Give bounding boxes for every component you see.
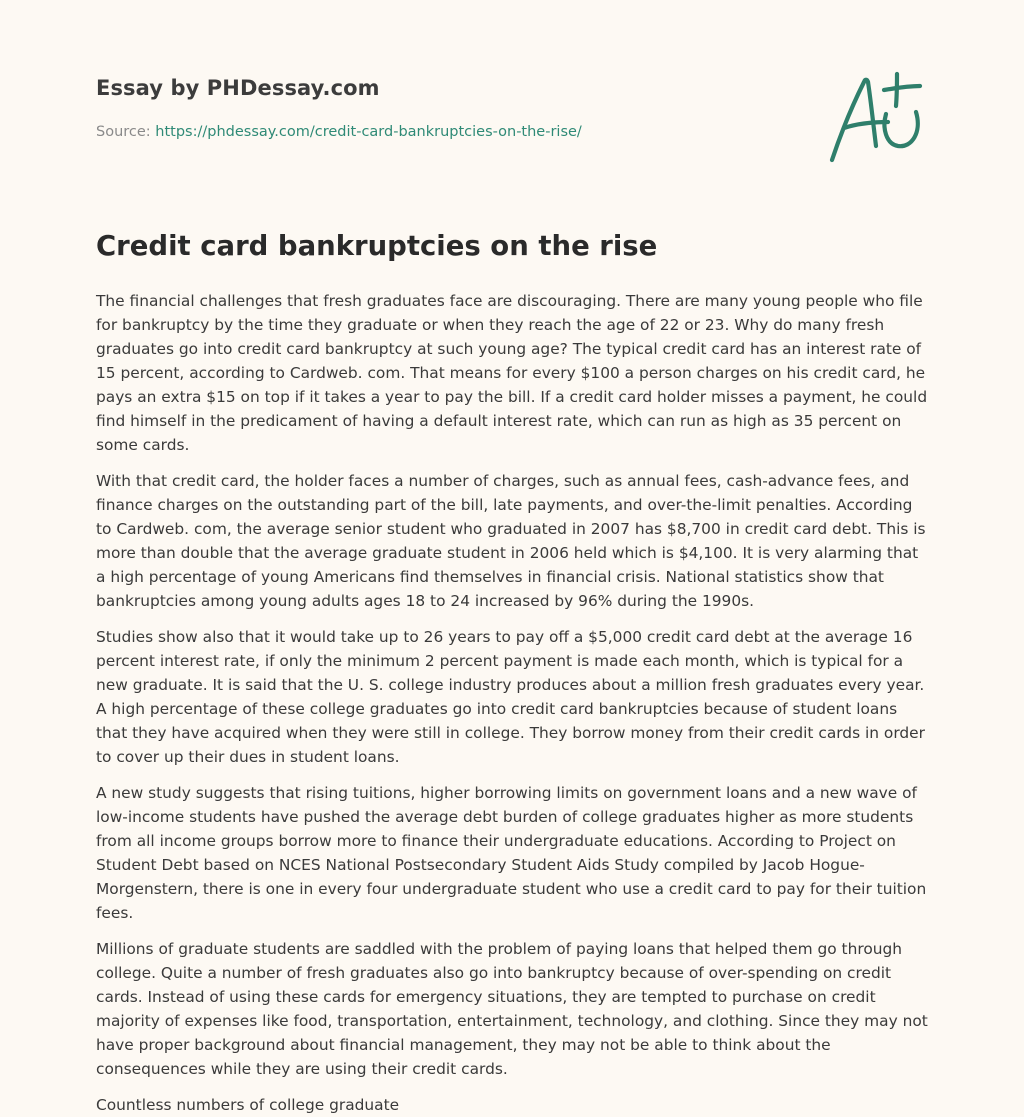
a-plus-logo-icon [826, 66, 926, 166]
header [96, 0, 928, 190]
brand-title: Essay by PHDessay.com [96, 76, 380, 100]
article-title: Credit card bankruptcies on the rise [96, 230, 658, 262]
paragraph: Countless numbers of college graduate [96, 1096, 400, 1114]
paragraph: A new study suggests that rising tuitions, higher borrowing limits on government loans and a new wave of low-income students have pushed the average debt burden of college graduates higher as more students from all income groups borrow more to finance their undergraduate educations. According to Project on Student Debt based on NCES National Postsecondary Student Aids Study compiled by Jacob Hogue-Morgenstern, there is one in every four undergraduate student who use a credit card to pay for their tuition fees. [96, 784, 927, 922]
source-label: Source: [96, 124, 156, 140]
paragraph: Millions of graduate students are saddled with the problem of paying loans that helped them go through college. Quite a number of fresh graduates also go into bankruptcy because of over-spending on credit cards. Instead of using these cards for emergency situations, they are tempted to purchase on credit majority of expenses like food, transportation, entertainment, technology, and clothing. Since they may not have proper background about financial management, they may not be able to think about the consequences while they are using their credit cards. [96, 940, 928, 1078]
paragraph: The financial challenges that fresh graduates face are discouraging. There are many young people who file for bankruptcy by the time they graduate or when they reach the age of 22 or 23. Why do many fresh graduates go into credit card bankruptcy at such young age? The typical credit card has an interest rate of 15 percent, according to Cardweb. com. That means for every $100 a person charges on his credit card, he pays an extra $15 on top if it takes a year to pay the bill. If a credit card holder misses a payment, he could find himself in the predicament of having a default interest rate, which can run as high as 35 percent on some cards. [96, 292, 928, 454]
paragraph: With that credit card, the holder faces a number of charges, such as annual fees, cash-advance fees, and finance charges on the outstanding part of the bill, late payments, and over-the-limit penalties. According to Cardweb. com, the average senior student who graduated in 2007 has $8,700 in credit card debt. This is more than double that the average graduate student in 2006 held which is $4,100. It is very alarming that a high percentage of young Americans find themselves in financial crisis. National statistics show that bankruptcies among young adults ages 18 to 24 increased by 96% during the 1990s. [96, 472, 926, 610]
source-line [96, 124, 582, 140]
source-link[interactable]: https://phdessay.com/credit-card-bankruptcies-on-the-rise/ [155, 124, 582, 140]
paragraph: Studies show also that it would take up to 26 years to pay off a $5,000 credit card debt at the average 16 percent interest rate, if only the minimum 2 percent payment is made each month, which is typical for a new graduate. It is said that the U. S. college industry produces about a million fresh graduates every year. A high percentage of these college graduates go into credit card bankruptcies because of student loans that they have acquired when they were still in college. They borrow money from their credit cards in order to cover up their dues in student loans. [96, 628, 925, 766]
article-body [96, 289, 928, 1117]
